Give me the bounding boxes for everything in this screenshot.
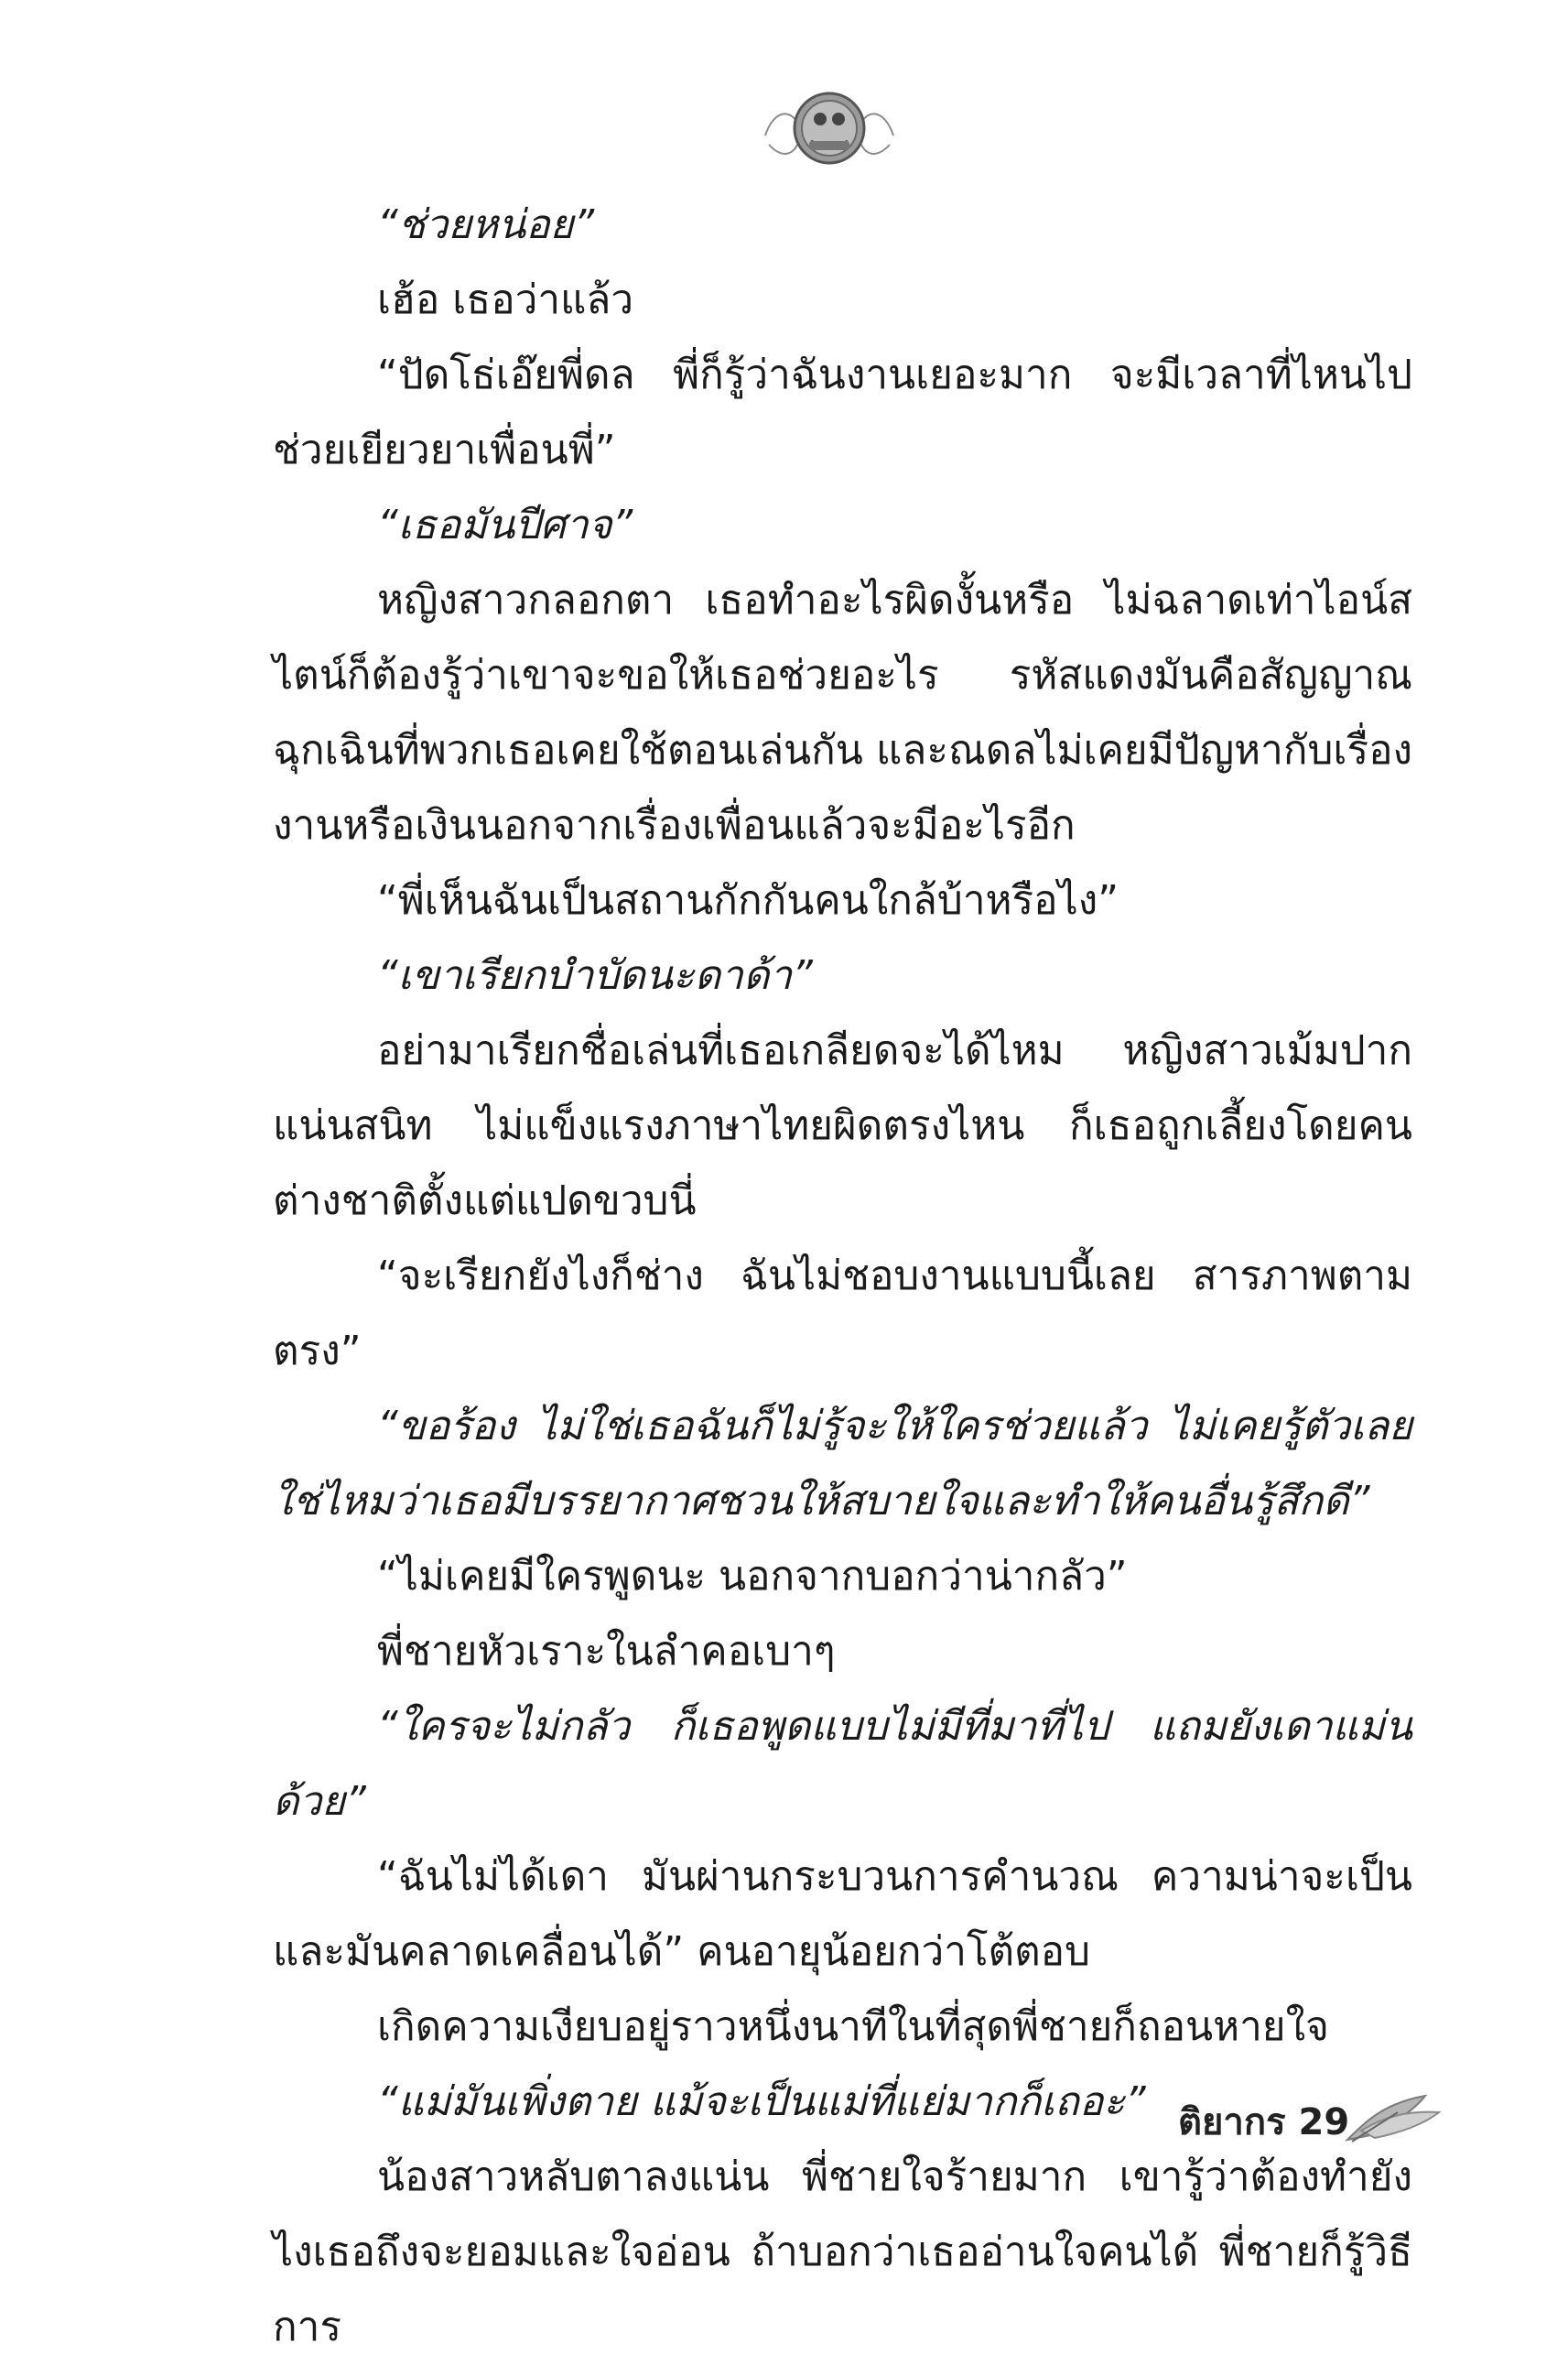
- paragraph: อย่ามาเรียกชื่อเล่นที่เธอเกลียดจะได้ไหม หญิงสาวเม้มปากแน่นสนิท ไม่แข็งแรงภาษาไทยผิดตรงไหน ก็เธอถูกเลี้ยงโดยคนต่างชาติตั้งแต่แปดขวบนี่: [273, 1027, 1412, 1224]
- paragraph: “ฉันไม่ได้เดา มันผ่านกระบวนการคำนวณ ความน่าจะเป็น และมันคลาดเคลื่อนได้” คนอายุน้อยกว่าโต้ตอบ: [273, 1853, 1412, 1975]
- paragraph: “แม่มันเพิ่งตาย แม้จะเป็นแม่ที่แย่มากก็เถอะ”: [377, 2078, 1146, 2125]
- paragraph: “เขาเรียกบำบัดนะดาด้า”: [377, 952, 813, 999]
- paragraph: น้องสาวหลับตาลงแน่น พี่ชายใจร้ายมาก เขารู้ว่าต้องทำยังไงเธอถึงจะยอมและใจอ่อน ถ้าบอกว่าเธออ่านใจคนได้ พี่ชายก็รู้วิธีการ: [273, 2153, 1412, 2350]
- paragraph: พี่ชายหัวเราะในลำคอเบาๆ: [377, 1628, 836, 1675]
- paragraph: “พี่เห็นฉันเป็นสถานกักกันคนใกล้บ้าหรือไง”: [377, 877, 1119, 924]
- page-number-label: ติยากร 29: [1178, 2101, 1350, 2143]
- paragraph: “ไม่เคยมีใครพูดนะ นอกจากบอกว่าน่ากลัว”: [377, 1553, 1128, 1600]
- paragraph: หญิงสาวกลอกตา เธอทำอะไรผิดงั้นหรือ ไม่ฉลาดเท่าไอน์สไตน์ก็ต้องรู้ว่าเขาจะขอให้เธอช่วยอะไร รหัสแดงมันคือสัญญาณฉุกเฉินที่พวกเธอเคยใช้ตอนเล่นกัน และณดลไม่เคยมีปัญหากับเรื่องงานหรือเงินนอกจากเรื่องเพื่อนแล้วจะมีอะไรอีก: [273, 577, 1412, 849]
- page-footer: [1178, 2085, 1453, 2158]
- paragraph: “จะเรียกยังไงก็ช่าง ฉันไม่ชอบงานแบบนี้เลย สารภาพตามตรง”: [273, 1253, 1412, 1374]
- paragraph: “ปัดโธ่เอ๊ยพี่ดล พี่ก็รู้ว่าฉันงานเยอะมาก จะมีเวลาที่ไหนไปช่วยเยียวยาเพื่อนพี่”: [273, 352, 1412, 473]
- paragraph: “ขอร้อง ไม่ใช่เธอฉันก็ไม่รู้จะให้ใครช่วยแล้ว ไม่เคยรู้ตัวเลยใช่ไหมว่าเธอมีบรรยากาศชวนให้สบายใจและทำให้คนอื่นรู้สึกดี”: [273, 1403, 1412, 1524]
- paragraph: เกิดความเงียบอยู่ราวหนึ่งนาทีในที่สุดพี่ชายก็ถอนหายใจ: [377, 2003, 1329, 2050]
- paragraph: “ช่วยหน่อย”: [377, 201, 595, 248]
- emblem-icon: [756, 71, 903, 181]
- paragraph: เฮ้อ เธอว่าแล้ว: [377, 277, 634, 323]
- page-body: [273, 188, 1412, 2365]
- quill-flourish-icon: [1343, 2085, 1444, 2149]
- paragraph: “เธอมันปีศาจ”: [377, 502, 633, 548]
- paragraph: “ใครจะไม่กลัว ก็เธอพูดแบบไม่มีที่มาที่ไป แถมยังเดาแม่นด้วย”: [273, 1703, 1412, 1825]
